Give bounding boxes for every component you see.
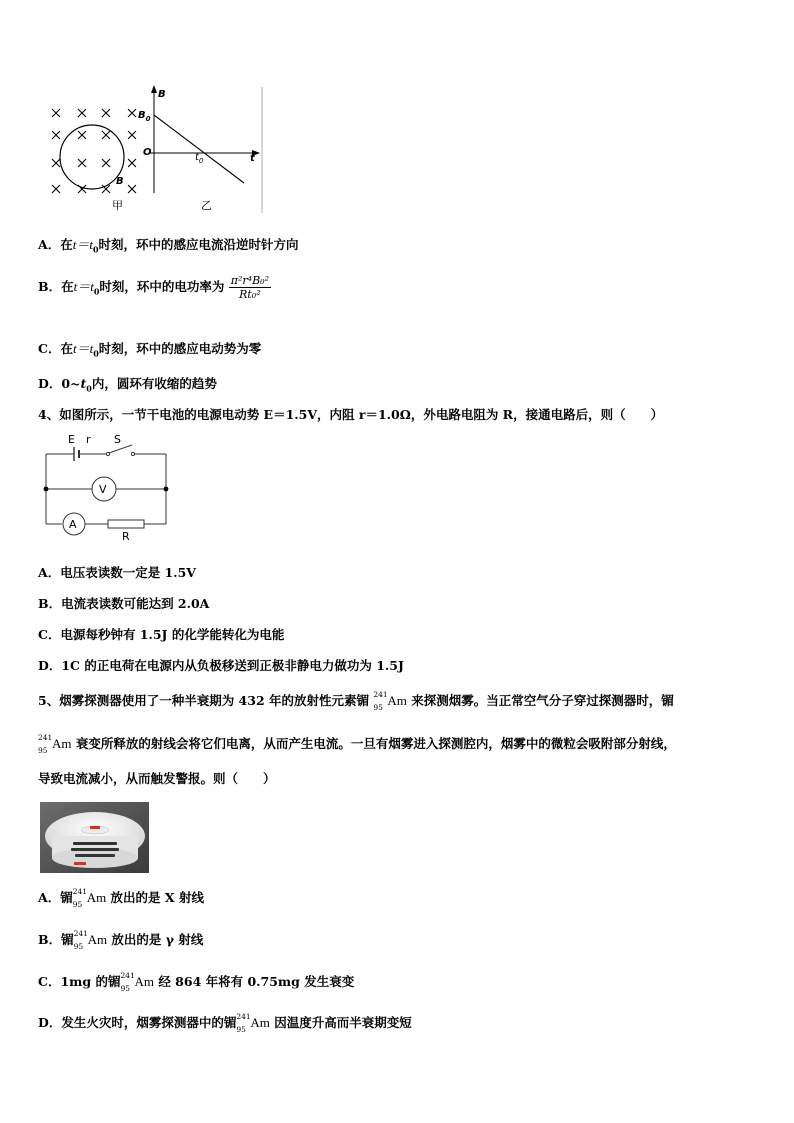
q4-option-b: B．电流表读数可能达到 2.0A <box>38 596 210 611</box>
circuit-label-S: S <box>114 433 121 446</box>
conducting-ring <box>60 125 124 189</box>
smoke-detector-photo <box>40 802 149 873</box>
q5-option-c: C．1mg 的镅 241 95 Am 经 864 年将有 0.75mg 发生衰变 <box>38 970 355 993</box>
power-fraction: $\frac{\text{π²r⁴B₀²}}{\text{Rt₀²}}$ <box>230 274 269 301</box>
q5-option-b: B．镅 241 95 Am 放出的是 γ 射线 <box>38 928 204 951</box>
resistor-label: R <box>122 530 130 542</box>
q4-stem: 4、如图所示，一节干电池的电源电动势 E＝1.5V，内阻 r＝1.0Ω，外电路电阻为 R，接通电路后，则（ ） <box>38 407 664 422</box>
magnetic-field-figure <box>44 85 274 215</box>
q3-option-b: B．在$t=t_0$时刻，环中的电功率为 $\frac{\text{π²r⁴B₀²}}{\text{Rt₀²}}$ <box>38 274 269 301</box>
q4-option-d: D．1C 的正电荷在电源内从负极移送到正极非静电力做功为 1.5J <box>38 658 404 673</box>
graph-b-line <box>154 115 244 183</box>
voltmeter-label: V <box>99 483 107 496</box>
q5-stem-line1: 5、烟雾探测器使用了一种半衰期为 432 年的放射性元素镅 241 95 Am 来探测烟雾。当正常空气分子穿过探测器时，镅 <box>38 689 674 712</box>
q5-option-a: A．镅 241 95 Am 放出的是 X 射线 <box>38 886 204 909</box>
q5-stem-line3: 导致电流减小，从而触发警报。则（ ） <box>38 771 276 786</box>
q5-stem-line2: 241 95 Am 衰变所释放的射线会将它们电离，从而产生电流。一旦有烟雾进入探测腔内，烟雾中的微粒会吸附部分射线， <box>38 732 676 755</box>
q4-option-a: A．电压表读数一定是 1.5V <box>38 565 196 580</box>
axis-B0: $B_0$ <box>138 110 151 123</box>
circuit-label-r: r <box>86 433 91 446</box>
axis-t: t <box>250 153 255 164</box>
circuit-diagram <box>38 432 178 542</box>
axis-O: O <box>143 147 152 158</box>
label-jia: 甲 <box>112 199 123 212</box>
q3-option-c: C．在$t=t_0$时刻，环中的感应电动势为零 <box>38 341 262 359</box>
q3-option-d: D．$0\sim t_0$内，圆环有收缩的趋势 <box>38 376 217 394</box>
ammeter-label: A <box>69 518 77 531</box>
nuclide-am241: 241 95 <box>373 689 388 712</box>
circuit-label-E: E <box>68 433 75 446</box>
q5-option-d: D．发生火灾时，烟雾探测器中的镅 241 95 Am 因温度升高而半衰期变短 <box>38 1011 412 1034</box>
label-yi: 乙 <box>201 199 212 212</box>
q4-option-c: C．电源每秒钟有 1.5J 的化学能转化为电能 <box>38 627 285 642</box>
axis-t0: $t_0$ <box>195 152 204 165</box>
ring-field-label: B <box>116 176 124 187</box>
axis-B: B <box>158 89 166 100</box>
q3-option-a: A．在$t=t_0$时刻，环中的感应电流沿逆时针方向 <box>38 237 299 255</box>
